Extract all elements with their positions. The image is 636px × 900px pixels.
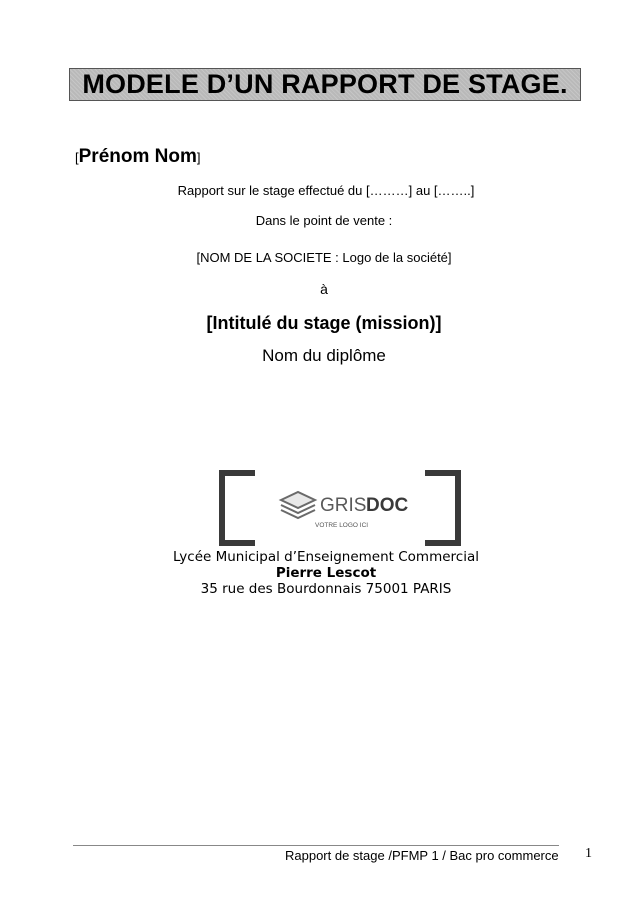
author-name: Prénom Nom <box>78 146 197 167</box>
a-preposition: à <box>320 281 328 297</box>
title-banner <box>69 68 581 101</box>
footer-caption: Rapport de stage /PFMP 1 / Bac pro commerce <box>285 848 559 863</box>
logo-graphic <box>219 470 461 546</box>
footer-divider <box>73 845 559 846</box>
logo-brand-left: GRIS <box>320 495 367 516</box>
company-placeholder: [NOM DE LA SOCIETE : Logo de la société] <box>196 250 452 265</box>
company-logo <box>219 470 461 546</box>
school-address: 35 rue des Bourdonnais 75001 PARIS <box>200 581 452 597</box>
diploma-name: Nom du diplôme <box>262 346 386 365</box>
layers-icon <box>281 492 315 518</box>
school-building: Pierre Lescot <box>275 565 377 581</box>
logo-left-bracket <box>222 473 255 543</box>
internship-title: [Intitulé du stage (mission)] <box>206 313 442 333</box>
point-of-sale-label: Dans le point de vente : <box>255 213 393 228</box>
author-line <box>75 146 201 168</box>
author-open-bracket: [ <box>75 150 79 165</box>
report-dates-line: Rapport sur le stage effectué du [………] au [……..] <box>177 183 475 198</box>
author-close-bracket: ] <box>196 150 201 165</box>
logo-tagline: VOTRE LOGO ICI <box>315 522 369 529</box>
logo-right-bracket <box>425 473 458 543</box>
school-name: Lycée Municipal d’Enseignement Commercial <box>173 549 479 565</box>
document-title: MODELE D’UN RAPPORT DE STAGE. <box>82 69 568 99</box>
page-number: 1 <box>585 846 592 861</box>
logo-brand-right: DOC <box>366 495 409 516</box>
